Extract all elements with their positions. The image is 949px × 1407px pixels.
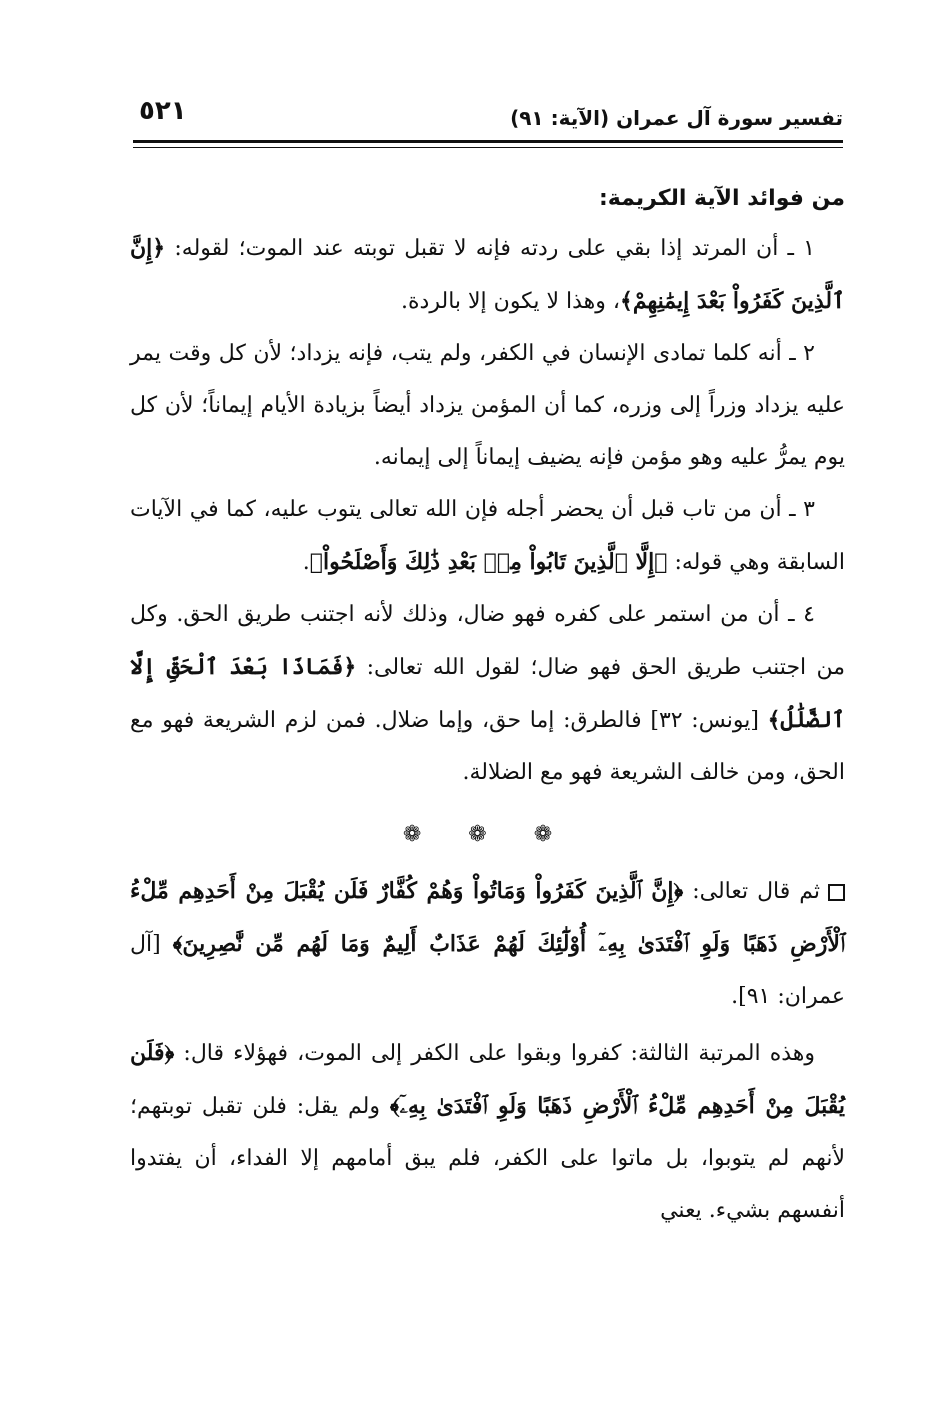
quran-verse: ﴿فَمَاذَا بَعْدَ ٱلْحَقِّ إِلَّا ٱلضَّلَٰلُ﴾ — [130, 654, 845, 733]
verse-intro: ثم قال تعالى: — [683, 879, 820, 904]
point-text: ٢ ـ أنه كلما تمادى الإنسان في الكفر، ولم يتب، فإنه يزداد؛ لأن كل وقت يمر عليه يزداد وزراً إلى وزره، كما أن المؤمن يزداد أيضاً بزيادة الأيام إيماناً؛ لأن كل يوم يمرُّ عليه وهو مؤمن فإنه يضيف إيماناً إلى إيمانه. — [130, 341, 845, 470]
explanation-text: وهذه المرتبة الثالثة: كفروا وبقوا على الكفر إلى الموت، فهؤلاء قال: — [174, 1041, 815, 1066]
point-text: ، وهذا لا يكون إلا بالردة. — [401, 289, 620, 314]
quran-verse: ﴿إِنَّ ٱلَّذِينَ كَفَرُواْ وَمَاتُواْ وَهُمْ كُفَّارٌ فَلَن يُقْبَلَ مِنْ أَحَدِهِم مِّلْءُ ٱلْأَرْضِ ذَهَبًا وَلَوِ ٱفْتَدَىٰ بِهِۦٓ أُوْلَٰٓئِكَ لَهُمْ عَذَابٌ أَلِيمٌ وَمَا لَهُم مِّن نَّٰصِرِينَ﴾ — [130, 878, 845, 957]
benefit-point-3 — [130, 484, 845, 589]
benefit-point-2 — [130, 328, 845, 484]
header-rule-thin — [133, 147, 843, 148]
square-marker-icon — [828, 884, 845, 901]
quran-verse: ﴿إِنَّ ٱلَّذِينَ كَفَرُواْ بَعْدَ إِيمَٰنِهِمْ﴾ — [130, 235, 845, 314]
header-rule-thick — [133, 140, 843, 143]
next-verse-paragraph — [130, 865, 845, 1023]
quran-verse: ﴿إِلَّا ٱلَّذِينَ تَابُواْ مِنۢ بَعْدِ ذَٰلِكَ وَأَصْلَحُواْ﴾ — [309, 549, 668, 575]
page-header — [133, 96, 843, 146]
section-divider-ornament: ❁ ❁ ❁ — [402, 822, 573, 847]
running-title: تفسير سورة آل عمران (الآية: ٩١) — [510, 106, 843, 130]
benefit-point-4 — [130, 589, 845, 799]
point-text: ٤ ـ أن من استمر على كفره فهو ضال، وذلك لأنه اجتنب طريق الحق. وكل من اجتنب طريق الحق فهو ضال؛ لقول الله تعالى: — [130, 602, 845, 680]
point-text: ٣ ـ أن من تاب قبل أن يحضر أجله فإن الله تعالى يتوب عليه، كما في الآيات السابقة وهي قوله: — [130, 497, 845, 575]
point-text: [يونس: ٣٢] فالطرق: إما حق، وإما ضلال. فمن لزم الشريعة فهو مع الحق، ومن خالف الشريعة فهو مع الضلالة. — [130, 708, 845, 785]
explanation-text: ولم يقل: فلن تقبل توبتهم؛ لأنهم لم يتوبوا، بل ماتوا على الكفر، فلم يبق أمامهم إلا الفداء، أن يفتدوا أنفسهم بشيء. يعني — [130, 1094, 845, 1223]
explanation-paragraph — [130, 1027, 845, 1237]
point-text: . — [302, 550, 310, 575]
page-number: ٥٢١ — [139, 96, 187, 126]
page-body — [130, 176, 845, 1237]
quran-verse: ﴿فَلَن يُقْبَلَ مِنْ أَحَدِهِم مِّلْءُ ٱلْأَرْضِ ذَهَبًا وَلَوِ ٱفْتَدَىٰ بِهِۦٓ﴾ — [130, 1040, 846, 1119]
point-text: ١ ـ أن المرتد إذا بقي على ردته فإنه لا تقبل توبته عند الموت؛ لقوله: — [165, 236, 815, 261]
section-heading: من فوائد الآية الكريمة: — [598, 186, 845, 211]
benefit-point-1 — [130, 222, 845, 328]
verse-reference: [آل عمران: ٩١]. — [130, 932, 845, 1009]
